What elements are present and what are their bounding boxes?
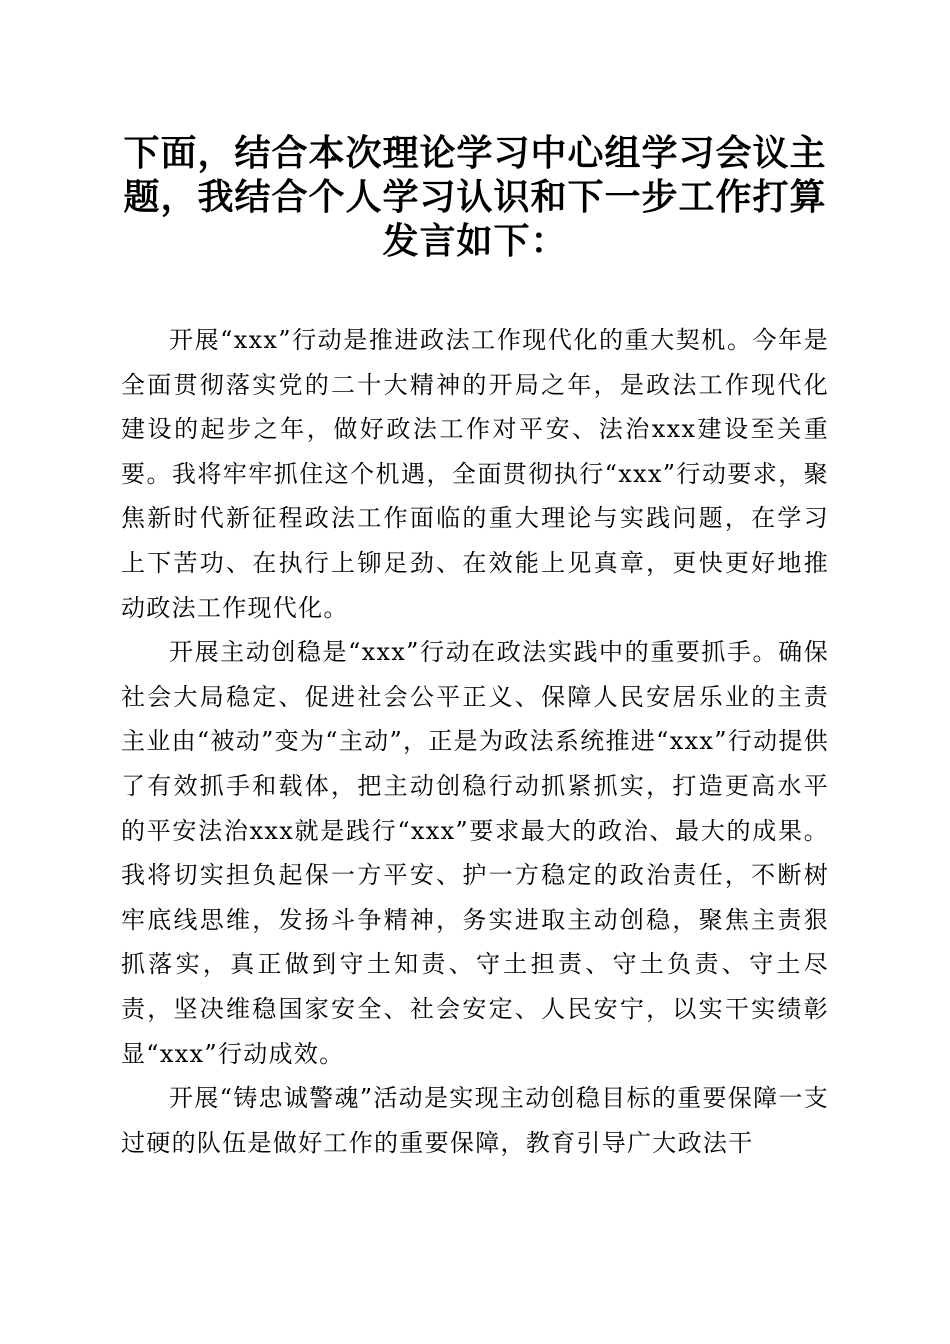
- paragraph-1: 开展“xxx”行动是推进政法工作现代化的重大契机。今年是全面贯彻落实党的二十大精神的开局之年，是政法工作现代化建设的起步之年，做好政法工作对平安、法治xxx建设至关重要。我将牢牢抓住这个机遇，全面贯彻执行“xxx”行动要求，聚焦新时代新征程政法工作面临的重大理论与实践问题，在学习上下苦功、在执行上铆足劲、在效能上见真章，更快更好地推动政法工作现代化。: [121, 326, 829, 622]
- document-body: [121, 318, 829, 1165]
- paragraph-2: 开展主动创稳是“xxx”行动在政法实践中的重要抓手。确保社会大局稳定、促进社会公平正义、保障人民安居乐业的主责主业由“被动”变为“主动”，正是为政法系统推进“xxx”行动提供了有效抓手和载体，把主动创稳行动抓紧抓实，打造更高水平的平安法治xxx就是践行“xxx”要求最大的政治、最大的成果。我将切实担负起保一方平安、护一方稳定的政治责任，不断树牢底线思维，发扬斗争精神，务实进取主动创稳，聚焦主责狠抓落实，真正做到守土知责、守土担责、守土负责、守土尽责，坚决维稳国家安全、社会安定、人民安宁，以实干实绩彰显“xxx”行动成效。: [121, 638, 829, 1068]
- document-title: 下面，结合本次理论学习中心组学习会议主题，我结合个人学习认识和下一步工作打算发言如下：: [123, 133, 827, 262]
- paragraph-3: 开展“铸忠诚警魂”活动是实现主动创稳目标的重要保障一支过硬的队伍是做好工作的重要保障，教育引导广大政法干: [121, 1084, 829, 1157]
